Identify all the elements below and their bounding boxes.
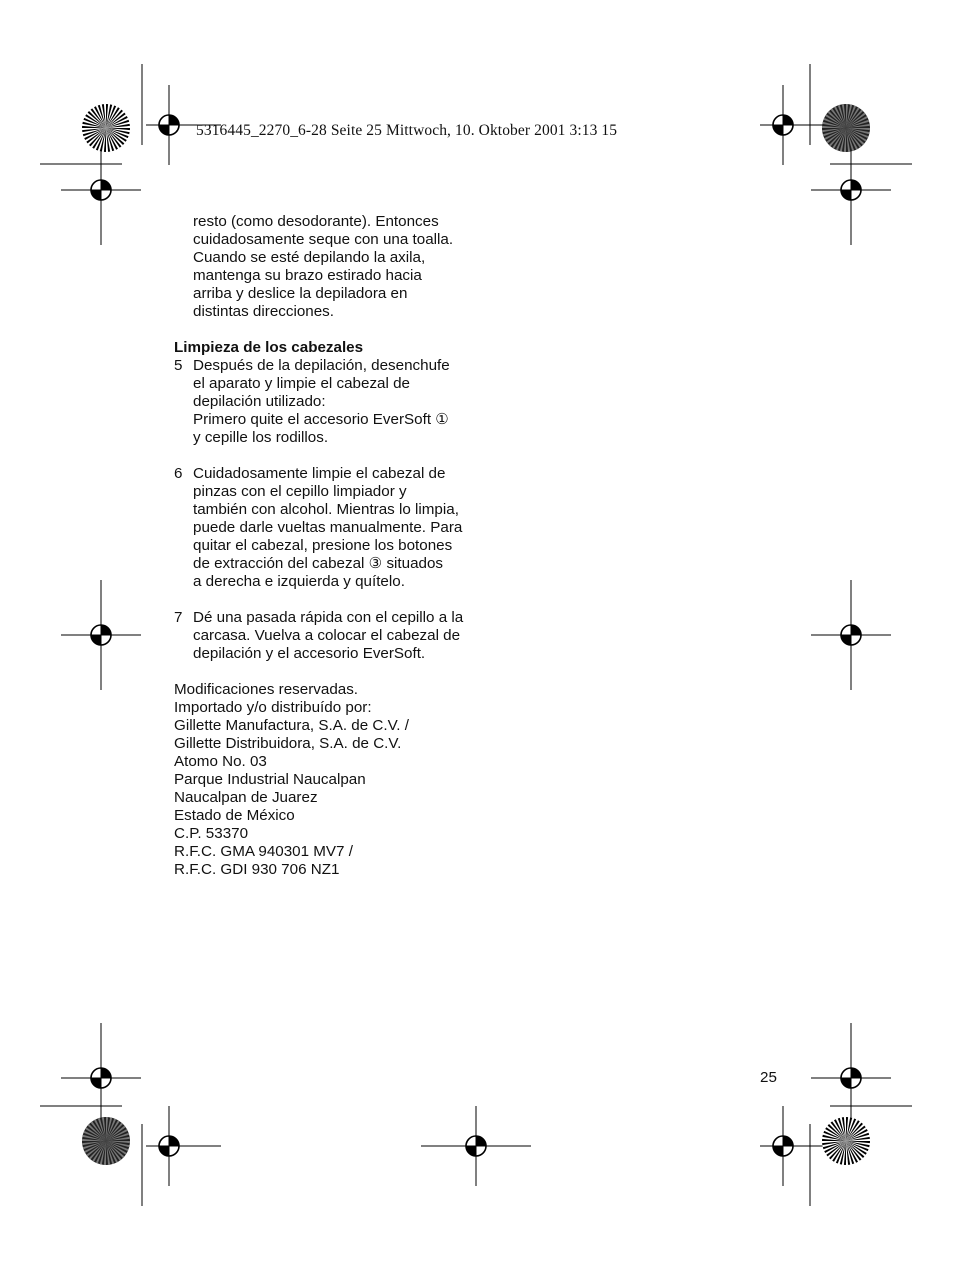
star-target-icon bbox=[822, 104, 870, 152]
footer-block bbox=[174, 681, 474, 879]
text-line: de extracción del cabezal ③ situados bbox=[193, 555, 444, 572]
star-target-icon bbox=[82, 1117, 130, 1165]
text-line: a derecha e izquierda y quítelo. bbox=[193, 573, 405, 590]
registration-target-icon bbox=[466, 1136, 486, 1156]
text-line: arriba y deslice la depiladora en bbox=[193, 285, 408, 302]
text-line: también con alcohol. Mientras lo limpia, bbox=[193, 501, 459, 518]
text-line: mantenga su brazo estirado hacia bbox=[193, 267, 422, 284]
text-line: depilación utilizado: bbox=[193, 393, 326, 410]
text-line: Naucalpan de Juarez bbox=[174, 789, 318, 806]
registration-target-icon bbox=[91, 180, 111, 200]
text-line: R.F.C. GDI 930 706 NZ1 bbox=[174, 861, 340, 878]
step-item bbox=[174, 357, 474, 447]
step-item bbox=[174, 609, 474, 663]
text-line: Primero quite el accesorio EverSoft ① bbox=[193, 411, 449, 428]
text-line: distintas direcciones. bbox=[193, 303, 334, 320]
page-number: 25 bbox=[760, 1069, 777, 1086]
text-line: pinzas con el cepillo limpiador y bbox=[193, 483, 407, 500]
text-line: carcasa. Vuelva a colocar el cabezal de bbox=[193, 627, 461, 644]
text-line: R.F.C. GMA 940301 MV7 / bbox=[174, 843, 353, 860]
step-number: 6 bbox=[174, 465, 183, 482]
text-line: Atomo No. 03 bbox=[174, 753, 267, 770]
text-line: quitar el cabezal, presione los botones bbox=[193, 537, 453, 554]
star-target-icon bbox=[82, 104, 130, 152]
text-line: cuidadosamente seque con una toalla. bbox=[193, 231, 454, 248]
registration-target-icon bbox=[159, 115, 179, 135]
text-line: Cuando se esté depilando la axila, bbox=[193, 249, 426, 266]
text-line: Parque Industrial Naucalpan bbox=[174, 771, 366, 788]
document-body bbox=[174, 213, 474, 879]
text-line: C.P. 53370 bbox=[174, 825, 249, 842]
step-number: 5 bbox=[174, 357, 183, 374]
text-line: Gillette Manufactura, S.A. de C.V. / bbox=[174, 717, 409, 734]
text-line: depilación y el accesorio EverSoft. bbox=[193, 645, 426, 662]
text-line: Cuidadosamente limpie el cabezal de bbox=[193, 465, 446, 482]
text-line: Dé una pasada rápida con el cepillo a la bbox=[193, 609, 464, 626]
registration-target-icon bbox=[773, 115, 793, 135]
star-target-icon bbox=[822, 1117, 870, 1165]
text-line: Gillette Distribuidora, S.A. de C.V. bbox=[174, 735, 402, 752]
registration-target-icon bbox=[841, 625, 861, 645]
intro-paragraph bbox=[193, 213, 474, 321]
text-line: Modificaciones reservadas. bbox=[174, 681, 359, 698]
registration-target-icon bbox=[841, 180, 861, 200]
text-line: Después de la depilación, desenchufe bbox=[193, 357, 450, 374]
text-line: Estado de México bbox=[174, 807, 295, 824]
registration-target-icon bbox=[773, 1136, 793, 1156]
registration-target-icon bbox=[91, 625, 111, 645]
text-line: Importado y/o distribuído por: bbox=[174, 699, 372, 716]
section-heading: Limpieza de los cabezales bbox=[174, 339, 364, 356]
text-line: el aparato y limpie el cabezal de bbox=[193, 375, 410, 392]
registration-target-icon bbox=[159, 1136, 179, 1156]
text-line: y cepille los rodillos. bbox=[193, 429, 329, 446]
step-number: 7 bbox=[174, 609, 183, 626]
text-line: resto (como desodorante). Entonces bbox=[193, 213, 439, 230]
text-line: puede darle vueltas manualmente. Para bbox=[193, 519, 463, 536]
step-item bbox=[174, 465, 474, 591]
slug-line: 5316445_2270_6-28 Seite 25 Mittwoch, 10. Oktober 2001 3:13 15 bbox=[196, 122, 618, 139]
registration-target-icon bbox=[841, 1068, 861, 1088]
registration-target-icon bbox=[91, 1068, 111, 1088]
